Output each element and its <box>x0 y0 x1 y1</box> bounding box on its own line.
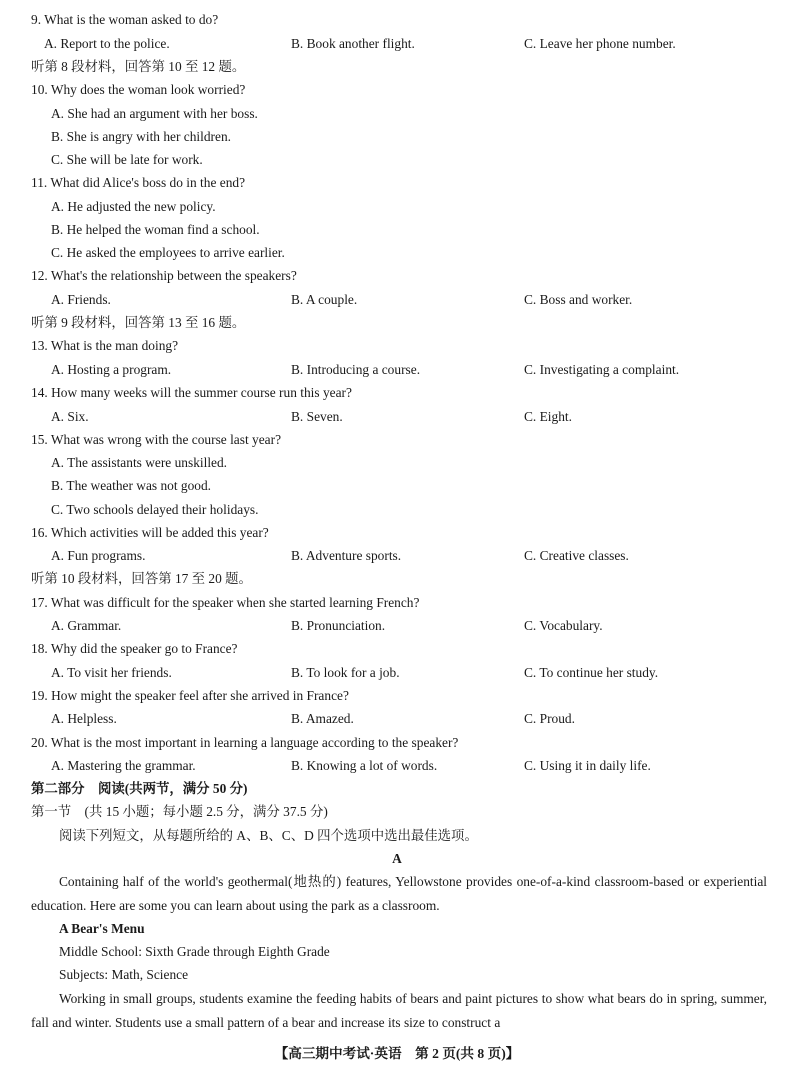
option-18c: C. To continue her study. <box>524 665 659 680</box>
option-16c: C. Creative classes. <box>524 548 629 563</box>
part-2-heading: 第二部分 阅读(共两节，满分 50 分) <box>31 781 248 796</box>
question-11: 11. What did Alice's boss do in the end? <box>31 175 246 190</box>
question-19: 19. How might the speaker feel after she arrived in France? <box>31 688 349 703</box>
question-17: 17. What was difficult for the speaker when she started learning French? <box>31 595 420 610</box>
menu-level: Middle School: Sixth Grade through Eighth Grade <box>59 944 330 959</box>
passage-intro: Containing half of the world's geothermal(地热的) features, Yellowstone provides one-of-a-kind classroom-based or experiential education. Here are some you can learn about using the park as a classroom. <box>31 874 767 913</box>
option-12c: C. Boss and worker. <box>524 292 633 307</box>
option-14b: B. Seven. <box>291 409 343 424</box>
reading-instruction: 阅读下列短文，从每题所给的 A、B、C、D 四个选项中选出最佳选项。 <box>59 828 478 843</box>
option-13b: B. Introducing a course. <box>291 362 421 377</box>
menu-title: A Bear's Menu <box>59 921 145 936</box>
option-15a: A. The assistants were unskilled. <box>51 455 228 470</box>
options-14 <box>0 405 794 428</box>
option-17b: B. Pronunciation. <box>291 618 386 633</box>
option-17a: A. Grammar. <box>51 618 122 633</box>
options-13 <box>0 358 794 381</box>
question-15: 15. What was wrong with the course last year? <box>31 432 282 447</box>
section-1-heading: 第一节 (共 15 小题；每小题 2.5 分，满分 37.5 分) <box>31 804 328 819</box>
question-14: 14. How many weeks will the summer course run this year? <box>31 385 352 400</box>
question-18: 18. Why did the speaker go to France? <box>31 641 238 656</box>
option-11a: A. He adjusted the new policy. <box>51 199 216 214</box>
option-19a: A. Helpless. <box>51 711 117 726</box>
options-12 <box>0 288 794 311</box>
option-16b: B. Adventure sports. <box>291 548 402 563</box>
option-20b: B. Knowing a lot of words. <box>291 758 438 773</box>
menu-body: Working in small groups, students examine the feeding habits of bears and paint pictures to show what bears do in spring, summer, fall and winter. Students use a small pattern of a bear and increase its size to construct a <box>31 991 767 1030</box>
section-8-instruction: 听第 8 段材料，回答第 10 至 12 题。 <box>31 59 246 74</box>
question-9: 9. What is the woman asked to do? <box>31 12 219 27</box>
option-10b: B. She is angry with her children. <box>51 129 231 144</box>
option-19b: B. Amazed. <box>291 711 354 726</box>
option-12a: A. Friends. <box>51 292 111 307</box>
section-10-instruction: 听第 10 段材料，回答第 17 至 20 题。 <box>31 571 252 586</box>
options-18 <box>0 661 794 684</box>
option-13a: A. Hosting a program. <box>51 362 172 377</box>
option-20c: C. Using it in daily life. <box>524 758 651 773</box>
passage-letter: A <box>392 851 402 866</box>
option-15b: B. The weather was not good. <box>51 478 212 493</box>
option-18a: A. To visit her friends. <box>51 665 172 680</box>
question-12: 12. What's the relationship between the speakers? <box>31 268 297 283</box>
section-9-instruction: 听第 9 段材料，回答第 13 至 16 题。 <box>31 315 246 330</box>
option-9a: A. Report to the police. <box>44 36 170 51</box>
menu-subjects: Subjects: Math, Science <box>59 967 189 982</box>
options-17 <box>0 614 794 637</box>
option-15c: C. Two schools delayed their holidays. <box>51 502 259 517</box>
option-10c: C. She will be late for work. <box>51 152 203 167</box>
option-16a: A. Fun programs. <box>51 548 146 563</box>
option-9c: C. Leave her phone number. <box>524 36 676 51</box>
option-19c: C. Proud. <box>524 711 575 726</box>
options-19 <box>0 707 794 730</box>
question-16: 16. Which activities will be added this year? <box>31 525 269 540</box>
options-16 <box>0 544 794 567</box>
page-footer: 【高三期中考试·英语 第 2 页(共 8 页)】 <box>274 1046 520 1061</box>
option-18b: B. To look for a job. <box>291 665 400 680</box>
option-13c: C. Investigating a complaint. <box>524 362 680 377</box>
option-11c: C. He asked the employees to arrive earlier. <box>51 245 285 260</box>
options-9 <box>0 32 794 55</box>
option-14c: C. Eight. <box>524 409 572 424</box>
option-17c: C. Vocabulary. <box>524 618 603 633</box>
option-9b: B. Book another flight. <box>291 36 415 51</box>
option-20a: A. Mastering the grammar. <box>51 758 196 773</box>
options-20 <box>0 754 794 777</box>
option-12b: B. A couple. <box>291 292 358 307</box>
question-10: 10. Why does the woman look worried? <box>31 82 246 97</box>
option-11b: B. He helped the woman find a school. <box>51 222 260 237</box>
question-13: 13. What is the man doing? <box>31 338 179 353</box>
question-20: 20. What is the most important in learning a language according to the speaker? <box>31 735 459 750</box>
option-14a: A. Six. <box>51 409 89 424</box>
option-10a: A. She had an argument with her boss. <box>51 106 258 121</box>
